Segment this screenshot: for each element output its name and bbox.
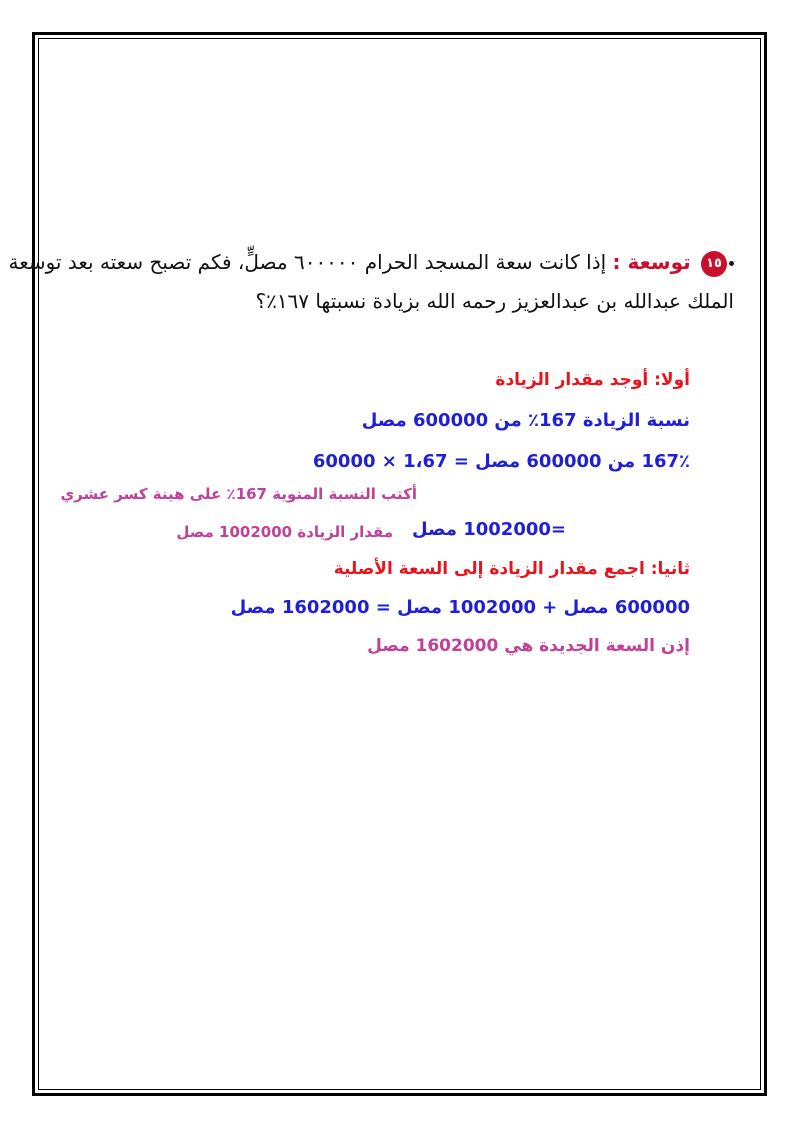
conclusion-line: إذن السعة الجديدة هي 1602000 مصل [367,636,690,656]
problem-text-2: الملك عبدالله بن عبدالعزيز رحمه الله بزيادة نسبتها ١٦٧٪؟ [255,289,734,313]
multiplication-line: 167٪ من 600000 مصل = 1،67 × 60000 [312,451,690,472]
increase-label: مقدار الزيادة 1002000 مصل [176,523,393,541]
step2-heading: ثانيا: اجمع مقدار الزيادة إلى السعة الأصلية [333,559,690,579]
problem-keyword: توسعة : [612,250,691,274]
bullet-dot-icon [729,261,734,266]
sum-line: 600000 مصل + 1002000 مصل = 1602000 مصل [230,597,690,618]
problem-line-1 [8,250,734,277]
decimal-hint: أكتب النسبة المنوية 167٪ على هينة كسر عشري [60,485,417,503]
increase-result: =1002000 مصل [412,519,566,540]
problem-text-1: إذا كانت سعة المسجد الحرام ٦٠٠٠٠٠ مصلٍّ، فكم تصبح سعته بعد توسعة [8,250,607,274]
percent-of-line: نسبة الزيادة 167٪ من 600000 مصل [361,410,690,431]
problem-line-2 [255,289,734,313]
step1-heading: أولا: أوجد مقدار الزيادة [495,370,690,390]
problem-number-badge: ١٥ [701,251,727,277]
